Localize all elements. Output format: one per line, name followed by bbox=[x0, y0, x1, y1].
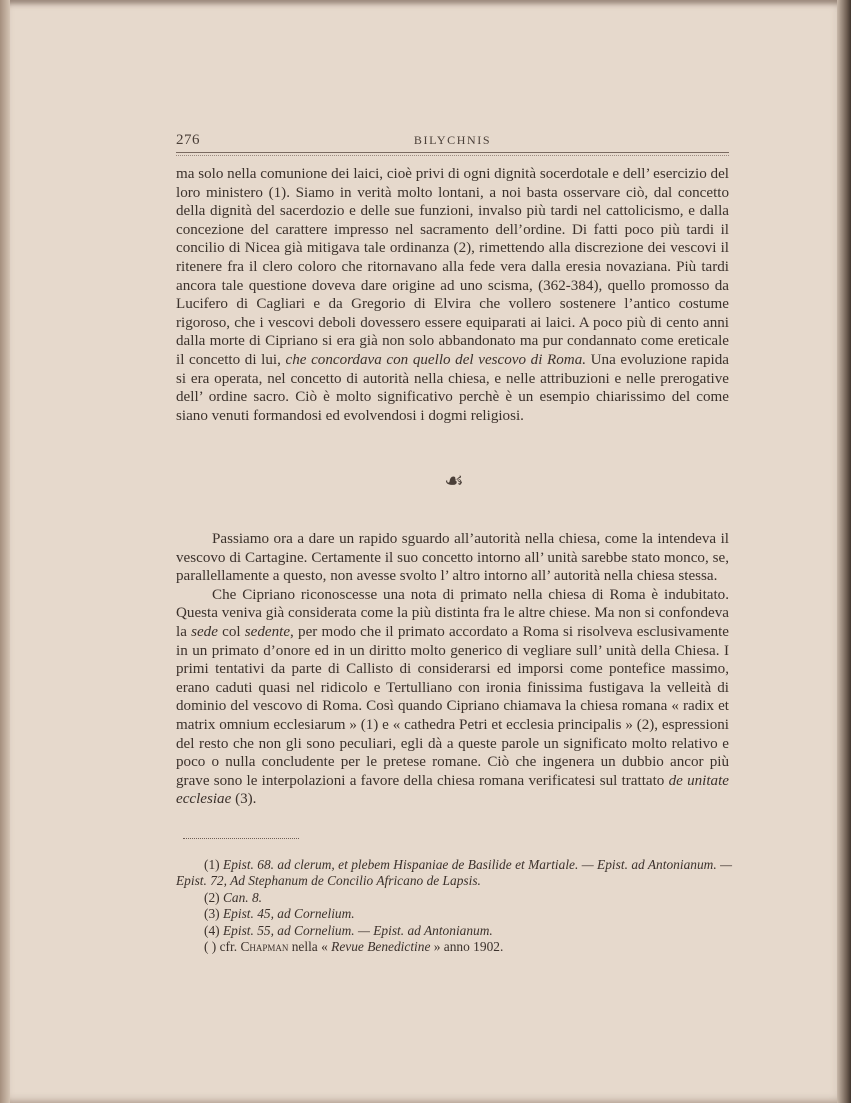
footnote-citation: Revue Benedictine bbox=[331, 939, 431, 955]
footnote-citation: Epist. 55, ad Cornelium. — Epist. ad Antonianum. bbox=[222, 922, 493, 938]
footnote-number: (3) bbox=[204, 906, 223, 922]
footnote-author: Chapman bbox=[240, 939, 289, 955]
paragraph-1-italic: che concordava con quello del vescovo di Roma. bbox=[285, 351, 587, 368]
header-rule-dotted bbox=[176, 155, 729, 156]
footnote-1 bbox=[176, 857, 732, 890]
body-text-bottom bbox=[176, 530, 729, 809]
footnote-number: ( ) cfr. bbox=[204, 939, 241, 955]
footnote-number: (2) bbox=[204, 889, 223, 905]
paragraph-3-text-c: , per modo che il primato accordato a Roma si risolveva esclusivamente in un primato d’onore ed in un diritto molto generico di vegliare sull’ unità della Chiesa. I primi tentativi da parte di Callisto di considerarsi ed imporsi come pontefice massimo, erano caduti quasi nel ridicolo e Tertulliano con ironia finissima fustigava la velleità di dominio del vescovo di Roma. Così quando Cipriano chiamava la chiesa romana « radix et matrix omnium ecclesiarum » (1) e « cathedra Petri et ecclesia principalis » (2), espressioni del resto che non gli sono peculiari, egli dà a queste parole un significato molto relativo e poco o nulla concludente per le pretese romane. Ciò che ingenera un dubbio ancor più grave sono le interpolazioni a favore della chiesa romana verificatesi sul trattato bbox=[176, 623, 729, 789]
footnote-number: (4) bbox=[204, 922, 223, 938]
paragraph-3-text-d: (3). bbox=[231, 791, 257, 808]
paragraph-3 bbox=[176, 586, 729, 809]
page-left-edge bbox=[0, 0, 10, 1103]
footnote-citation: Epist. 68. ad clerum, et plebem Hispaniae de Basilide et Martiale. — Epist. ad Antonianum. — Epist. 72, Ad Stephanum de Concilio Africano de Lapsis. bbox=[176, 857, 732, 889]
ornament-fleuron-icon: ☙ bbox=[444, 469, 464, 494]
footnote-3 bbox=[176, 906, 732, 922]
paragraph-2: Passiamo ora a dare un rapido sguardo all’autorità nella chiesa, come la intendeva il vescovo di Cartagine. Certamente il suo concetto intorno all’ unità sarebbe stato monco, se, parallellamente a questo, non avesse svolto l’ altro intorno all’ autorità nella chiesa stessa. bbox=[176, 531, 729, 585]
page-header bbox=[176, 130, 729, 154]
footnote-separator bbox=[183, 838, 299, 839]
footnote-text: nella « bbox=[288, 939, 332, 955]
page-right-edge bbox=[837, 0, 851, 1103]
running-title: BILYCHNIS bbox=[413, 133, 492, 147]
footnote-2 bbox=[176, 890, 732, 906]
page-number: 276 bbox=[176, 132, 200, 148]
paragraph-1 bbox=[176, 165, 729, 425]
paragraph-3-italic-title: de unitate ecclesiae bbox=[176, 772, 729, 808]
footnotes bbox=[176, 857, 732, 955]
paragraph-3-italic-sedente: sedente bbox=[244, 623, 291, 640]
body-text-top bbox=[176, 165, 729, 425]
paragraph-1-text-a: ma solo nella comunione dei laici, cioè privi di ogni dignità socerdotale e dell’ esercizio del loro ministero (1). Siamo in verità molto lontani, a noi basta osservare ciò, dal concetto della dignità del sacerdozio e delle sue funzioni, invalso più tardi nel cattolicismo, e dalla concezione del carattere impresso nel sacramento dell’ordine. Di fatti poco più tardi il concilio di Nicea già mitigava tale ordinanza (2), rimettendo alla discrezione dei vescovi il ritenere fra il clero coloro che ritornavano alla fede vera dalla eresia novaziana. Più tardi ancora tale questione doveva dare origine ad uno scisma, (362-384), quello promosso da Lucifero di Cagliari e da Gregorio di Elvira che vollero sostenere l’antico costume rigoroso, che i vescovi deboli dovessero essere equiparati ai laici. A poco più di cento anni dalla morte di Cipriano si era già non solo abbandonato ma pur condannato come ereticale il concetto di lui, bbox=[176, 166, 729, 368]
header-rule bbox=[176, 152, 729, 153]
paragraph-1-text-b: Una evoluzione rapida si era operata, nel concetto di autorità nella chiesa, e nelle attribuzioni e nelle prerogative dell’ ordine sacro. Ciò è molto significativo perchè è un esempio chiarissimo del come siano venuti formandosi ed evolvendosi i dogmi religiosi. bbox=[176, 351, 729, 424]
paragraph-3-italic-sede: sede bbox=[191, 623, 218, 640]
footnote-text-end: » anno 1902. bbox=[430, 939, 504, 955]
footnote-citation: Epist. 45, ad Cornelium. bbox=[222, 906, 355, 922]
footnote-citation: Can. 8. bbox=[222, 889, 263, 905]
paragraph-3-text-b: col bbox=[217, 623, 245, 640]
footnote-number: (1) bbox=[204, 857, 224, 872]
footnote-4 bbox=[176, 923, 732, 939]
footnote-5 bbox=[176, 939, 732, 955]
paragraph-3-text-a: Che Cipriano riconoscesse una nota di primato nella chiesa di Roma è indubitato. Questa veniva già considerata come la più distinta fra le altre chiese. Ma non si confondeva la bbox=[176, 586, 729, 640]
